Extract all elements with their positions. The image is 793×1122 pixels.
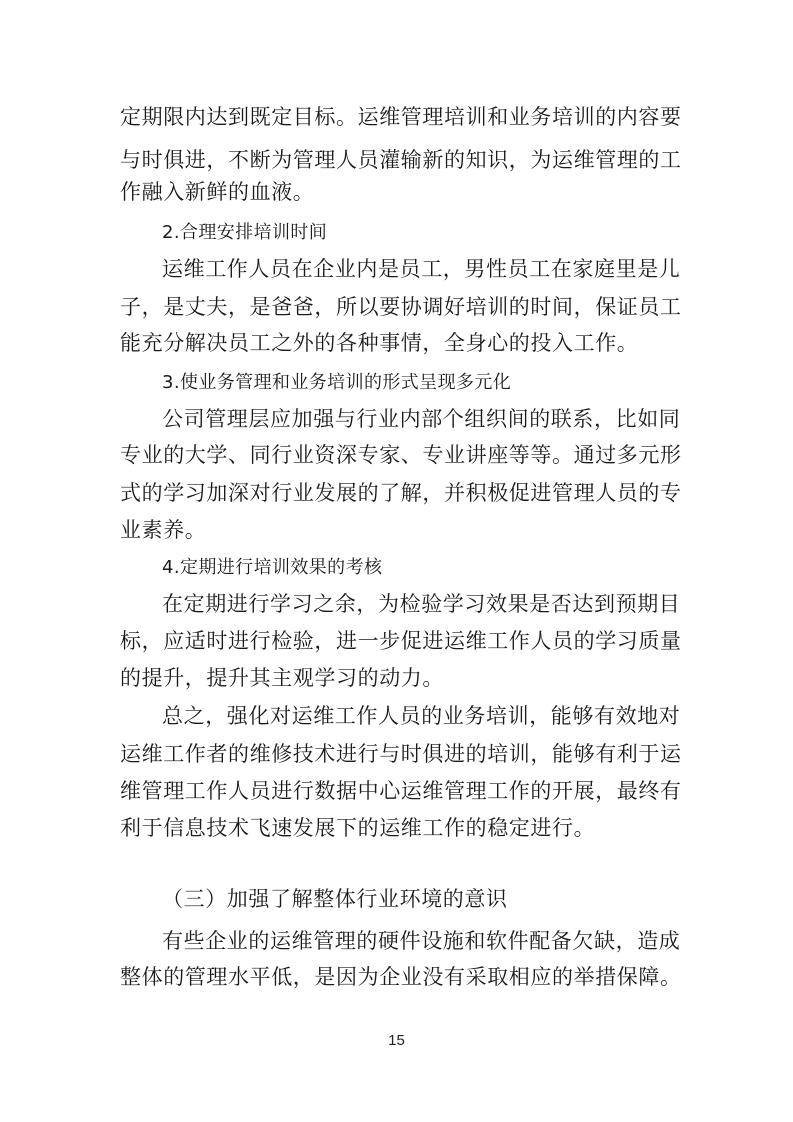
- part-heading-3: （三）加强了解整体行业环境的意识: [162, 887, 508, 911]
- paragraph-line: 有些企业的运维管理的硬件设施和软件配备欠缺，造成: [162, 929, 681, 953]
- paragraph-line: 子，是丈夫，是爸爸，所以要协调好培训的时间，保证员工: [120, 295, 682, 319]
- paragraph-line: 在定期进行学习之余，为检验学习效果是否达到预期目: [162, 592, 681, 616]
- paragraph-line: 标，应适时进行检验，进一步促进运维工作人员的学习质量: [120, 629, 682, 653]
- paragraph-line: 公司管理层应加强与行业内部个组织间的联系，比如同: [162, 407, 681, 431]
- paragraph-line: 能充分解决员工之外的各种事情，全身心的投入工作。: [120, 331, 639, 355]
- section-heading-2: 2.合理安排培训时间: [162, 222, 328, 243]
- paragraph-line: 运维工作人员在企业内是员工，男性员工在家庭里是儿: [162, 257, 681, 281]
- paragraph-line: 式的学习加深对行业发展的了解，并积极促进管理人员的专: [120, 481, 682, 505]
- paragraph-line: 专业的大学、同行业资深专家、专业讲座等等。通过多元形: [120, 443, 682, 467]
- section-heading-3: 3.使业务管理和业务培训的形式呈现多元化: [162, 372, 512, 393]
- paragraph-line: 整体的管理水平低，是因为企业没有采取相应的举措保障。: [120, 965, 682, 989]
- paragraph-line: 利于信息技术飞速发展下的运维工作的稳定进行。: [120, 816, 596, 840]
- paragraph-line: 运维工作者的维修技术进行与时俱进的培训，能够有利于运: [120, 742, 682, 766]
- paragraph-line: 维管理工作人员进行数据中心运维管理工作的开展，最终有: [120, 779, 682, 803]
- paragraph-line: 业素养。: [120, 518, 207, 542]
- paragraph-line: 定期限内达到既定目标。运维管理培训和业务培训的内容要: [120, 105, 682, 129]
- page-number: 15: [388, 1032, 405, 1049]
- paragraph-line: 总之，强化对运维工作人员的业务培训，能够有效地对: [162, 704, 681, 728]
- paragraph-line: 与时俱进，不断为管理人员灌输新的知识，为运维管理的工: [120, 148, 682, 172]
- paragraph-line: 的提升，提升其主观学习的动力。: [120, 666, 444, 690]
- section-heading-4: 4.定期进行培训效果的考核: [162, 557, 383, 578]
- paragraph-line: 作融入新鲜的血液。: [120, 180, 315, 204]
